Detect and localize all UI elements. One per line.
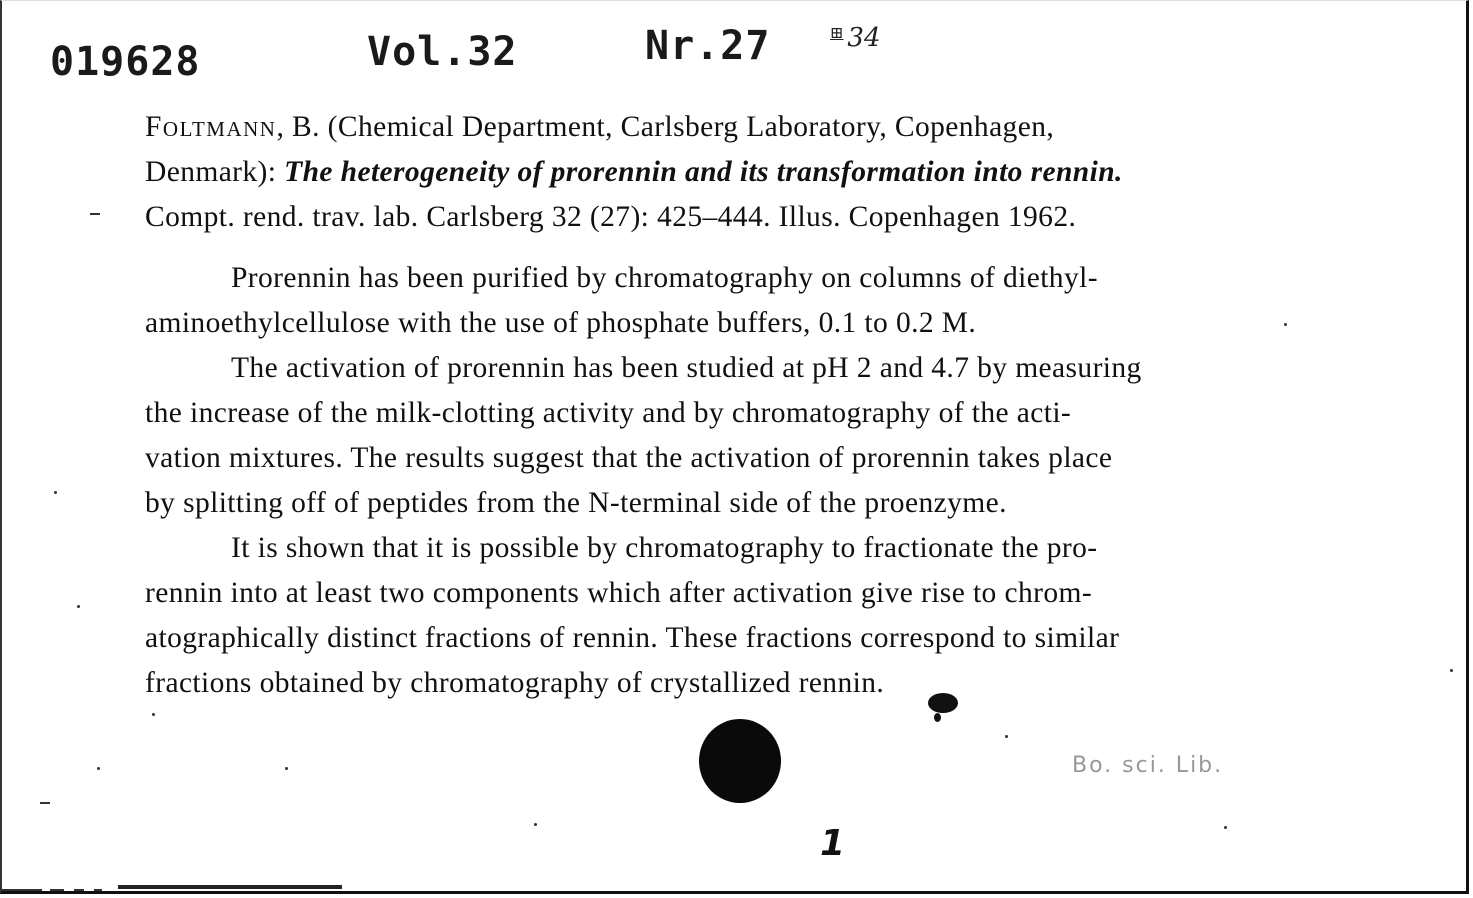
speck: [1224, 826, 1227, 829]
bottom-rule: [118, 885, 342, 889]
punch-hole: [699, 719, 781, 803]
number-label: Nr.27: [645, 23, 771, 69]
abstract-block: [145, 256, 1142, 706]
citation-line-3: Compt. rend. trav. lab. Carlsberg 32 (27): 425–444. Illus. Copenhagen 1962.: [145, 201, 1077, 233]
page-number: 1: [820, 823, 846, 864]
ink-blot: [934, 713, 941, 722]
library-stamp: Bo. sci. Lib.: [1072, 753, 1224, 778]
abstract-line: The activation of prorennin has been studied at pH 2 and 4.7 by measuring: [231, 352, 1142, 384]
margin-mark: [40, 802, 50, 804]
author-name: Foltmann: [145, 111, 277, 143]
margin-mark: [94, 889, 102, 891]
abstract-line: by splitting off of peptides from the N-terminal side of the proenzyme.: [145, 487, 1007, 519]
margin-mark: [74, 889, 84, 891]
margin-mark: [50, 889, 64, 891]
catalog-number: 019628: [50, 39, 201, 85]
speck: [152, 713, 155, 716]
abstract-line: It is shown that it is possible by chromatography to fractionate the pro-: [231, 532, 1098, 564]
abstract-line: atographically distinct fractions of rennin. These fractions correspond to similar: [145, 622, 1120, 654]
abstract-line: aminoethylcellulose with the use of phosphate buffers, 0.1 to 0.2 M.: [145, 307, 977, 339]
handwritten-note: ⊞ 34: [830, 23, 881, 53]
ink-blot: [928, 693, 958, 713]
abstract-line: rennin into at least two components which after activation give rise to chrom-: [145, 577, 1093, 609]
speck: [534, 823, 537, 826]
speck: [285, 767, 288, 770]
volume-label: Vol.32: [367, 29, 518, 75]
speck: [1005, 735, 1008, 738]
margin-mark: [90, 213, 100, 215]
margin-mark: [2, 889, 42, 891]
abstract-line: fractions obtained by chromatography of crystallized rennin.: [145, 667, 885, 699]
speck: [54, 491, 57, 494]
article-title: The heterogeneity of prorennin and its transformation into rennin.: [284, 156, 1123, 188]
abstract-line: the increase of the milk-clotting activity and by chromatography of the acti-: [145, 397, 1072, 429]
speck: [97, 767, 100, 770]
citation-line-2: Denmark): The heterogeneity of prorennin and its transformation into rennin.: [145, 156, 1123, 188]
citation-block: [145, 105, 1123, 240]
abstract-line: vation mixtures. The results suggest that the activation of prorennin takes place: [145, 442, 1113, 474]
speck: [77, 605, 80, 608]
speck: [1450, 669, 1453, 672]
citation-line-1: Foltmann, B. (Chemical Department, Carlsberg Laboratory, Copenhagen,: [145, 111, 1055, 143]
speck: [1284, 323, 1287, 326]
abstract-line: Prorennin has been purified by chromatography on columns of diethyl-: [231, 262, 1098, 294]
